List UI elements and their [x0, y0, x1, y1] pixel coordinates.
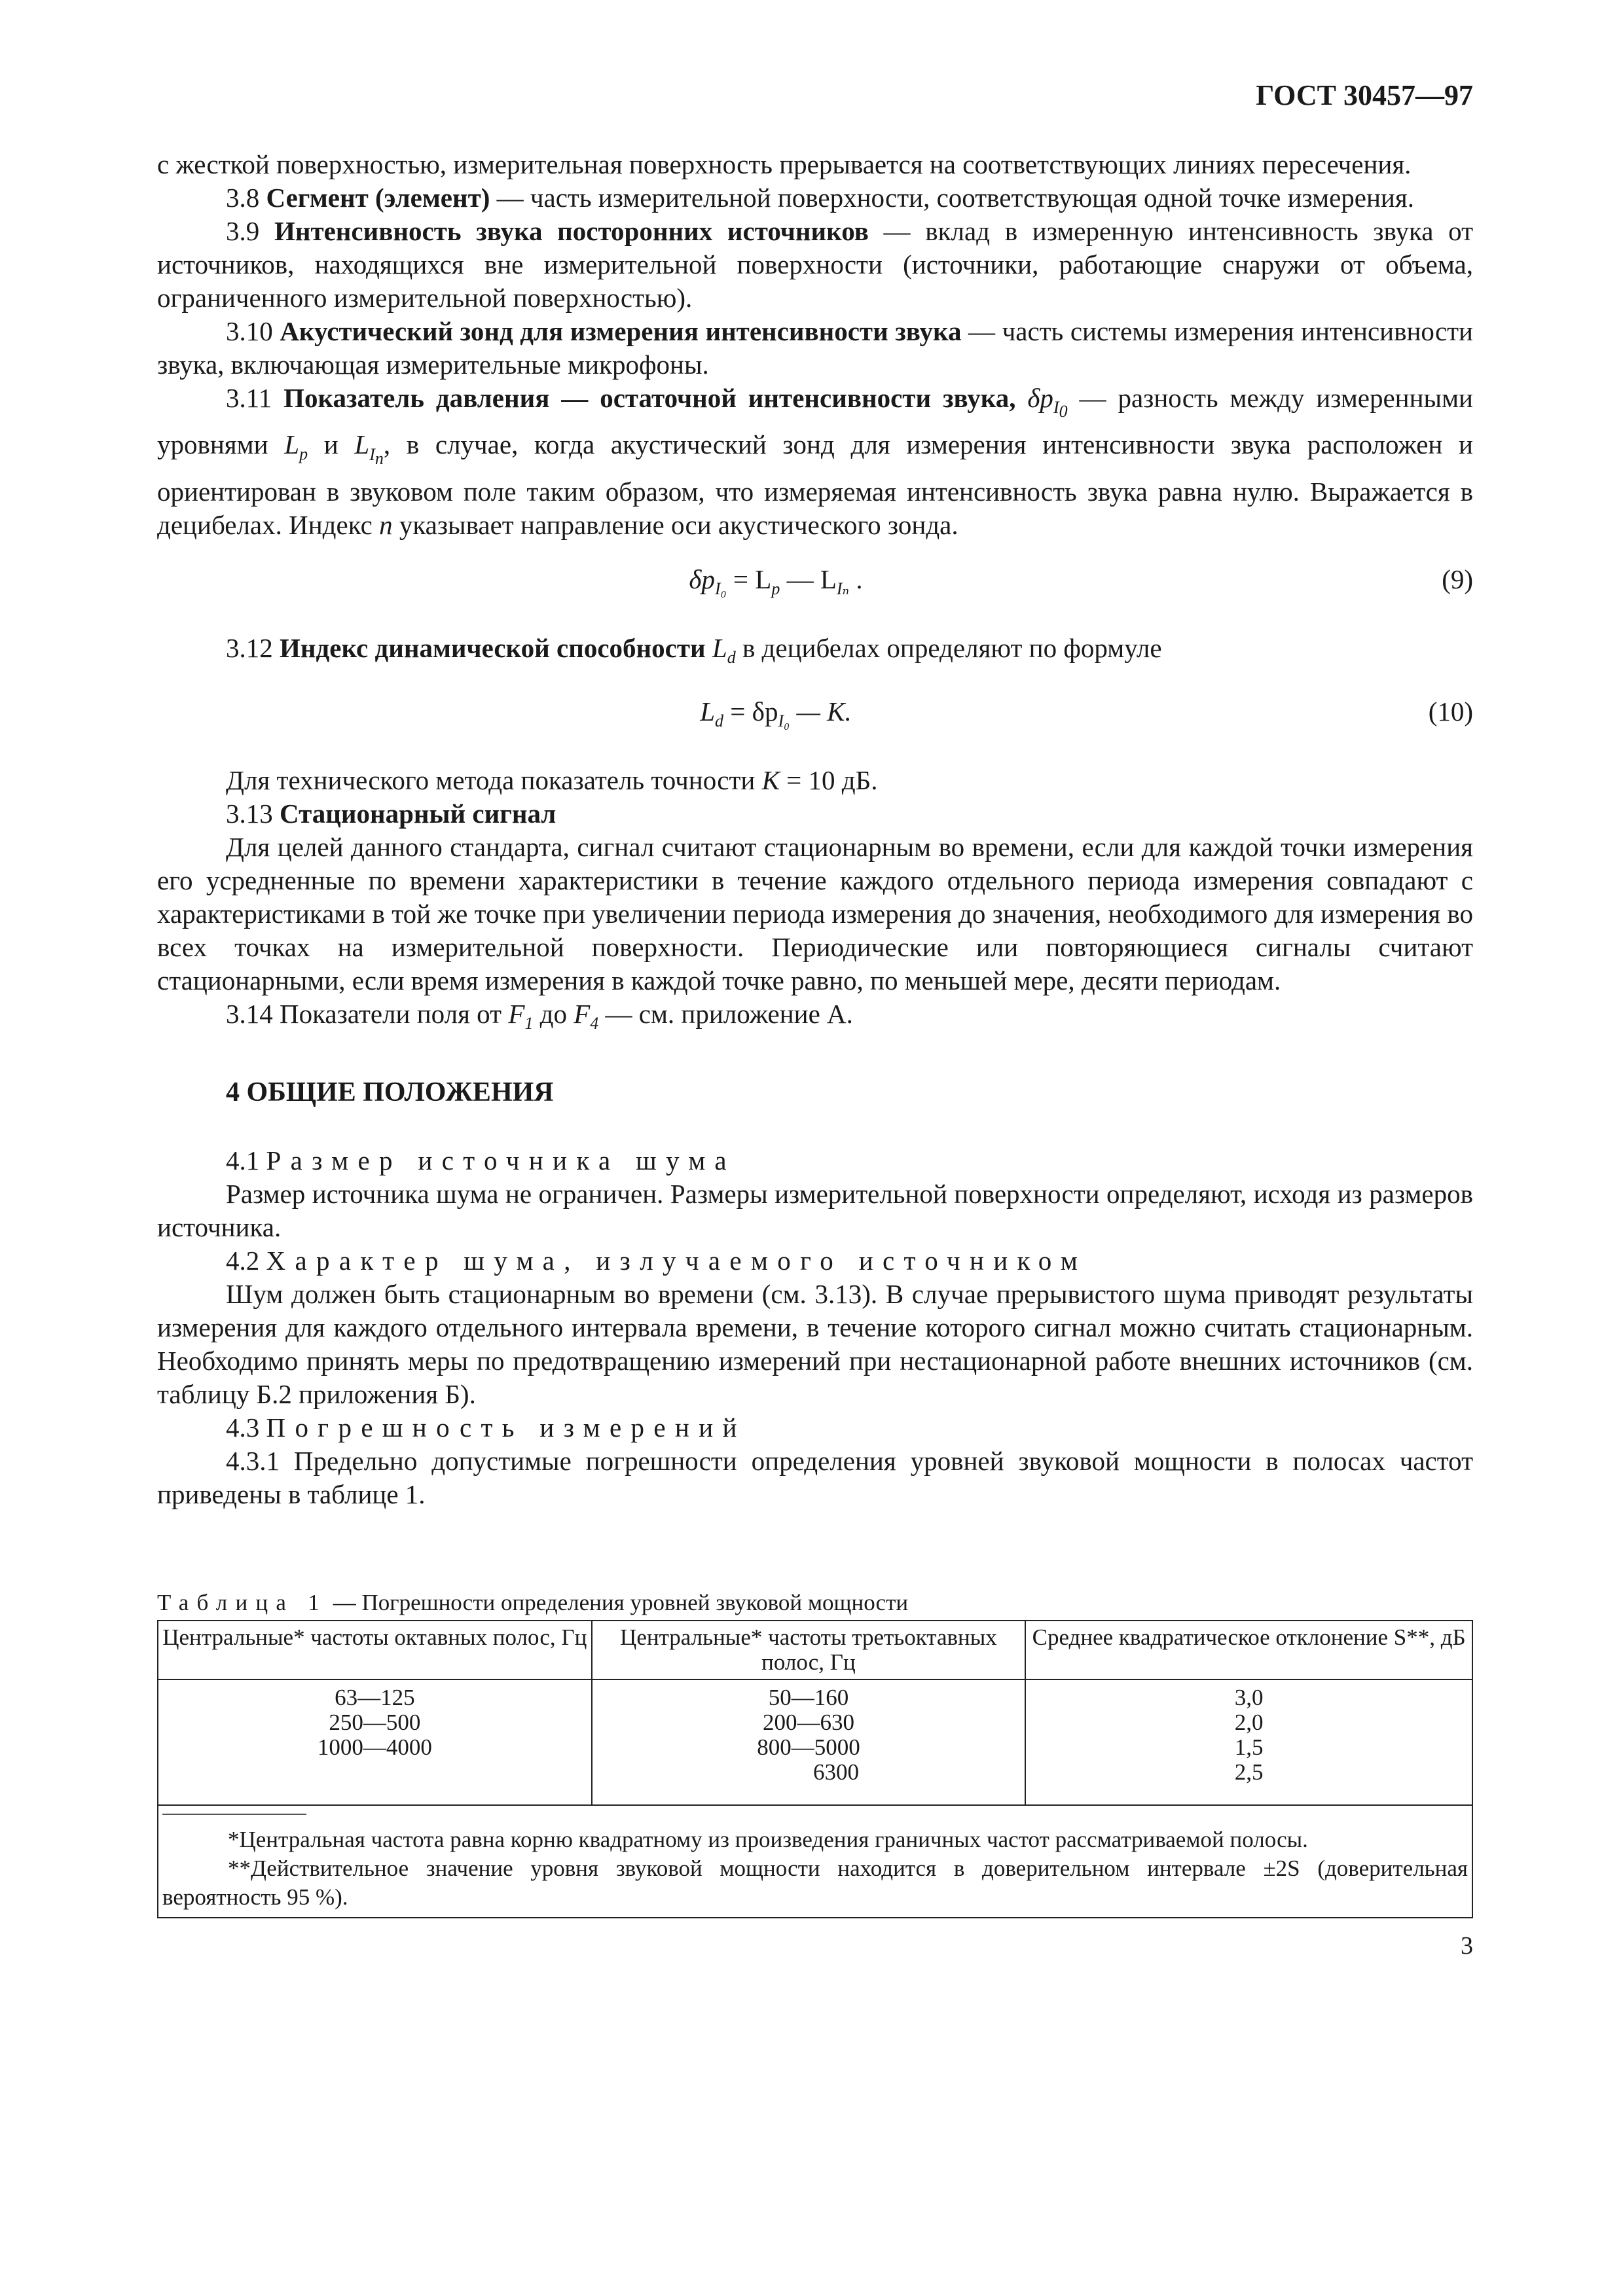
symbol-ld: $L_d$	[712, 632, 736, 668]
clause-text: — часть системы измерения интенсивности звука, включающая измерительные микрофоны.	[157, 316, 1474, 380]
clause-3-10	[157, 315, 1473, 382]
clause-text: — вклад в измеренную интенсивность звука от источников, находящихся вне измерительной поверхности (источники, работающие снаружи от объема, ограниченного измерительной поверхностью).	[157, 216, 1474, 313]
table-header-row	[158, 1621, 1472, 1679]
table-row: 1000—4000 800—5000 1,5	[158, 1735, 1472, 1760]
formula-10	[157, 695, 1473, 738]
clause-4-3-title: 4.3 Погрешность измерений	[226, 1412, 746, 1443]
table-header-third-octave: Центральные* частоты третьоктавных полос, Гц	[592, 1621, 1026, 1679]
clause-4-2-body: Шум должен быть стационарным во времени (см. 3.13). В случае прерывистого шума приводят результаты измерения для каждого отдельного интервала времени, в течение которого сигнал можно считать стационарным. Необходимо принять меры по предотвращению измерений при нестационарной работе внешних источников (см. таблицу Б.2 приложения Б).	[157, 1278, 1473, 1409]
clause-3-9	[157, 215, 1473, 315]
clause-term: Акустический зонд для измерения интенсивности звука	[280, 316, 962, 346]
symbol-delta-p: $\delta p_{I_0}$	[1027, 383, 1068, 422]
index-n: n	[379, 509, 393, 540]
clause-3-12	[157, 632, 1473, 674]
clause-number: 3.11	[226, 383, 272, 413]
clause-term: Показатель давления — остаточной интенсивности звука,	[283, 383, 1016, 413]
clause-3-14: 3.14 Показатели поля от $F_1$ до $F_4$ — см. приложение А.	[226, 999, 853, 1033]
table-notes	[158, 1805, 1472, 1918]
clause-term: Интенсивность звука посторонних источников	[274, 216, 869, 246]
clause-term: Стационарный сигнал	[280, 798, 556, 829]
formula-9	[157, 563, 1473, 605]
symbol-lin: $L_{I_n}$	[354, 429, 384, 468]
clause-3-13	[157, 797, 1473, 831]
clause-3-8	[157, 181, 1473, 215]
table-header-octave: Центральные* частоты октавных полос, Гц	[158, 1621, 592, 1679]
formula-9-number: (9)	[1442, 564, 1473, 594]
clause-4-1-title: 4.1 Размер источника шума	[226, 1145, 736, 1175]
clause-3-11	[157, 382, 1473, 542]
section-4-heading: 4 ОБЩИЕ ПОЛОЖЕНИЯ	[226, 1077, 554, 1107]
clause-text-2: и	[308, 429, 355, 460]
clause-term: Индекс динамической способности	[280, 632, 706, 663]
footnote-1: *Центральная частота равна корню квадратному из произведения граничных частот рассматриваемой полосы.	[228, 1826, 1308, 1852]
clause-text-5: указывает направление оси акустического зонда.	[392, 509, 958, 540]
clause-3-13-body: Для целей данного стандарта, сигнал считают стационарным во времени, если для каждой точки измерения его усредненные по времени характеристики в течение каждого отдельного периода измерения совпадают с характеристиками в той же точке при увеличении периода измерения до значения, необходимого для измерения во всех точках на измерительной поверхности. Периодические или повторяющиеся сигналы считают стационарными, если время измерения в каждой точке равно, по меньшей мере, десяти периодам.	[157, 832, 1473, 996]
formula-9-expression: $\delta p_{I_0} = L_p$ — $L_{I_n}$ .	[689, 564, 863, 598]
clause-number: 3.9	[226, 216, 260, 246]
clause-text: в децибелах определяют по формуле	[735, 632, 1162, 663]
clause-text: — часть измерительной поверхности, соответствующая одной точке измерения.	[490, 183, 1414, 213]
page-number: 3	[1461, 1931, 1473, 1960]
document-code: ГОСТ 30457—97	[1256, 79, 1473, 111]
table-1	[157, 1620, 1473, 1918]
document-page	[157, 79, 1474, 1960]
clause-text-3: , в случае, когда акустический зонд для измерения интенсивности звука расположен и ориентирован в звуковом поле таким образом, что измеряемая интенсивность звука равна нулю. Выражается в децибелах. Индекс	[157, 429, 1473, 540]
clause-number: 3.8	[226, 183, 260, 213]
footnote-2: **Действительное значение уровня звуковой мощности находится в доверительном интервале ±2S (доверительная вероятность 95 %).	[162, 1855, 1468, 1910]
footnote-divider	[162, 1814, 306, 1815]
table-row: 6300 2,5	[158, 1760, 1472, 1805]
clause-number: 3.10	[226, 316, 273, 346]
table-header-deviation: Среднее квадратическое отклонение S**, дБ	[1025, 1621, 1472, 1679]
clause-term: Сегмент (элемент)	[266, 183, 490, 213]
table-1-caption: Таблица 1 — Погрешности определения уровней звуковой мощности	[157, 1589, 909, 1615]
clause-4-3-1: 4.3.1 Предельно допустимые погрешности определения уровней звуковой мощности в полосах частот приведены в таблице 1.	[157, 1445, 1473, 1509]
table-row: 250—500 200—630 2,0	[158, 1710, 1472, 1735]
clause-number: 3.12	[226, 632, 273, 663]
formula-10-expression: $L_d = \delta p_{I_0}$ — K.	[700, 696, 852, 731]
clause-text-1: — разность между измеренными уровнями	[157, 383, 1473, 460]
accuracy-statement: Для технического метода показатель точности K = 10 дБ.	[226, 765, 878, 796]
clause-4-2-title: 4.2 Характер шума, излучаемого источником	[226, 1245, 1087, 1276]
symbol-lp: $L_p$	[284, 429, 308, 464]
clause-4-1-body: Размер источника шума не ограничен. Размеры измерительной поверхности определяют, исходя из размеров источника.	[157, 1178, 1473, 1242]
clause-number: 3.13	[226, 798, 273, 829]
table-notes-row	[158, 1805, 1472, 1918]
formula-10-number: (10)	[1428, 696, 1473, 727]
paragraph-continuation: с жесткой поверхностью, измерительная поверхность прерывается на соответствующих линиях пересечения.	[157, 149, 1412, 179]
table-row: 63—125 50—160 3,0	[158, 1679, 1472, 1710]
